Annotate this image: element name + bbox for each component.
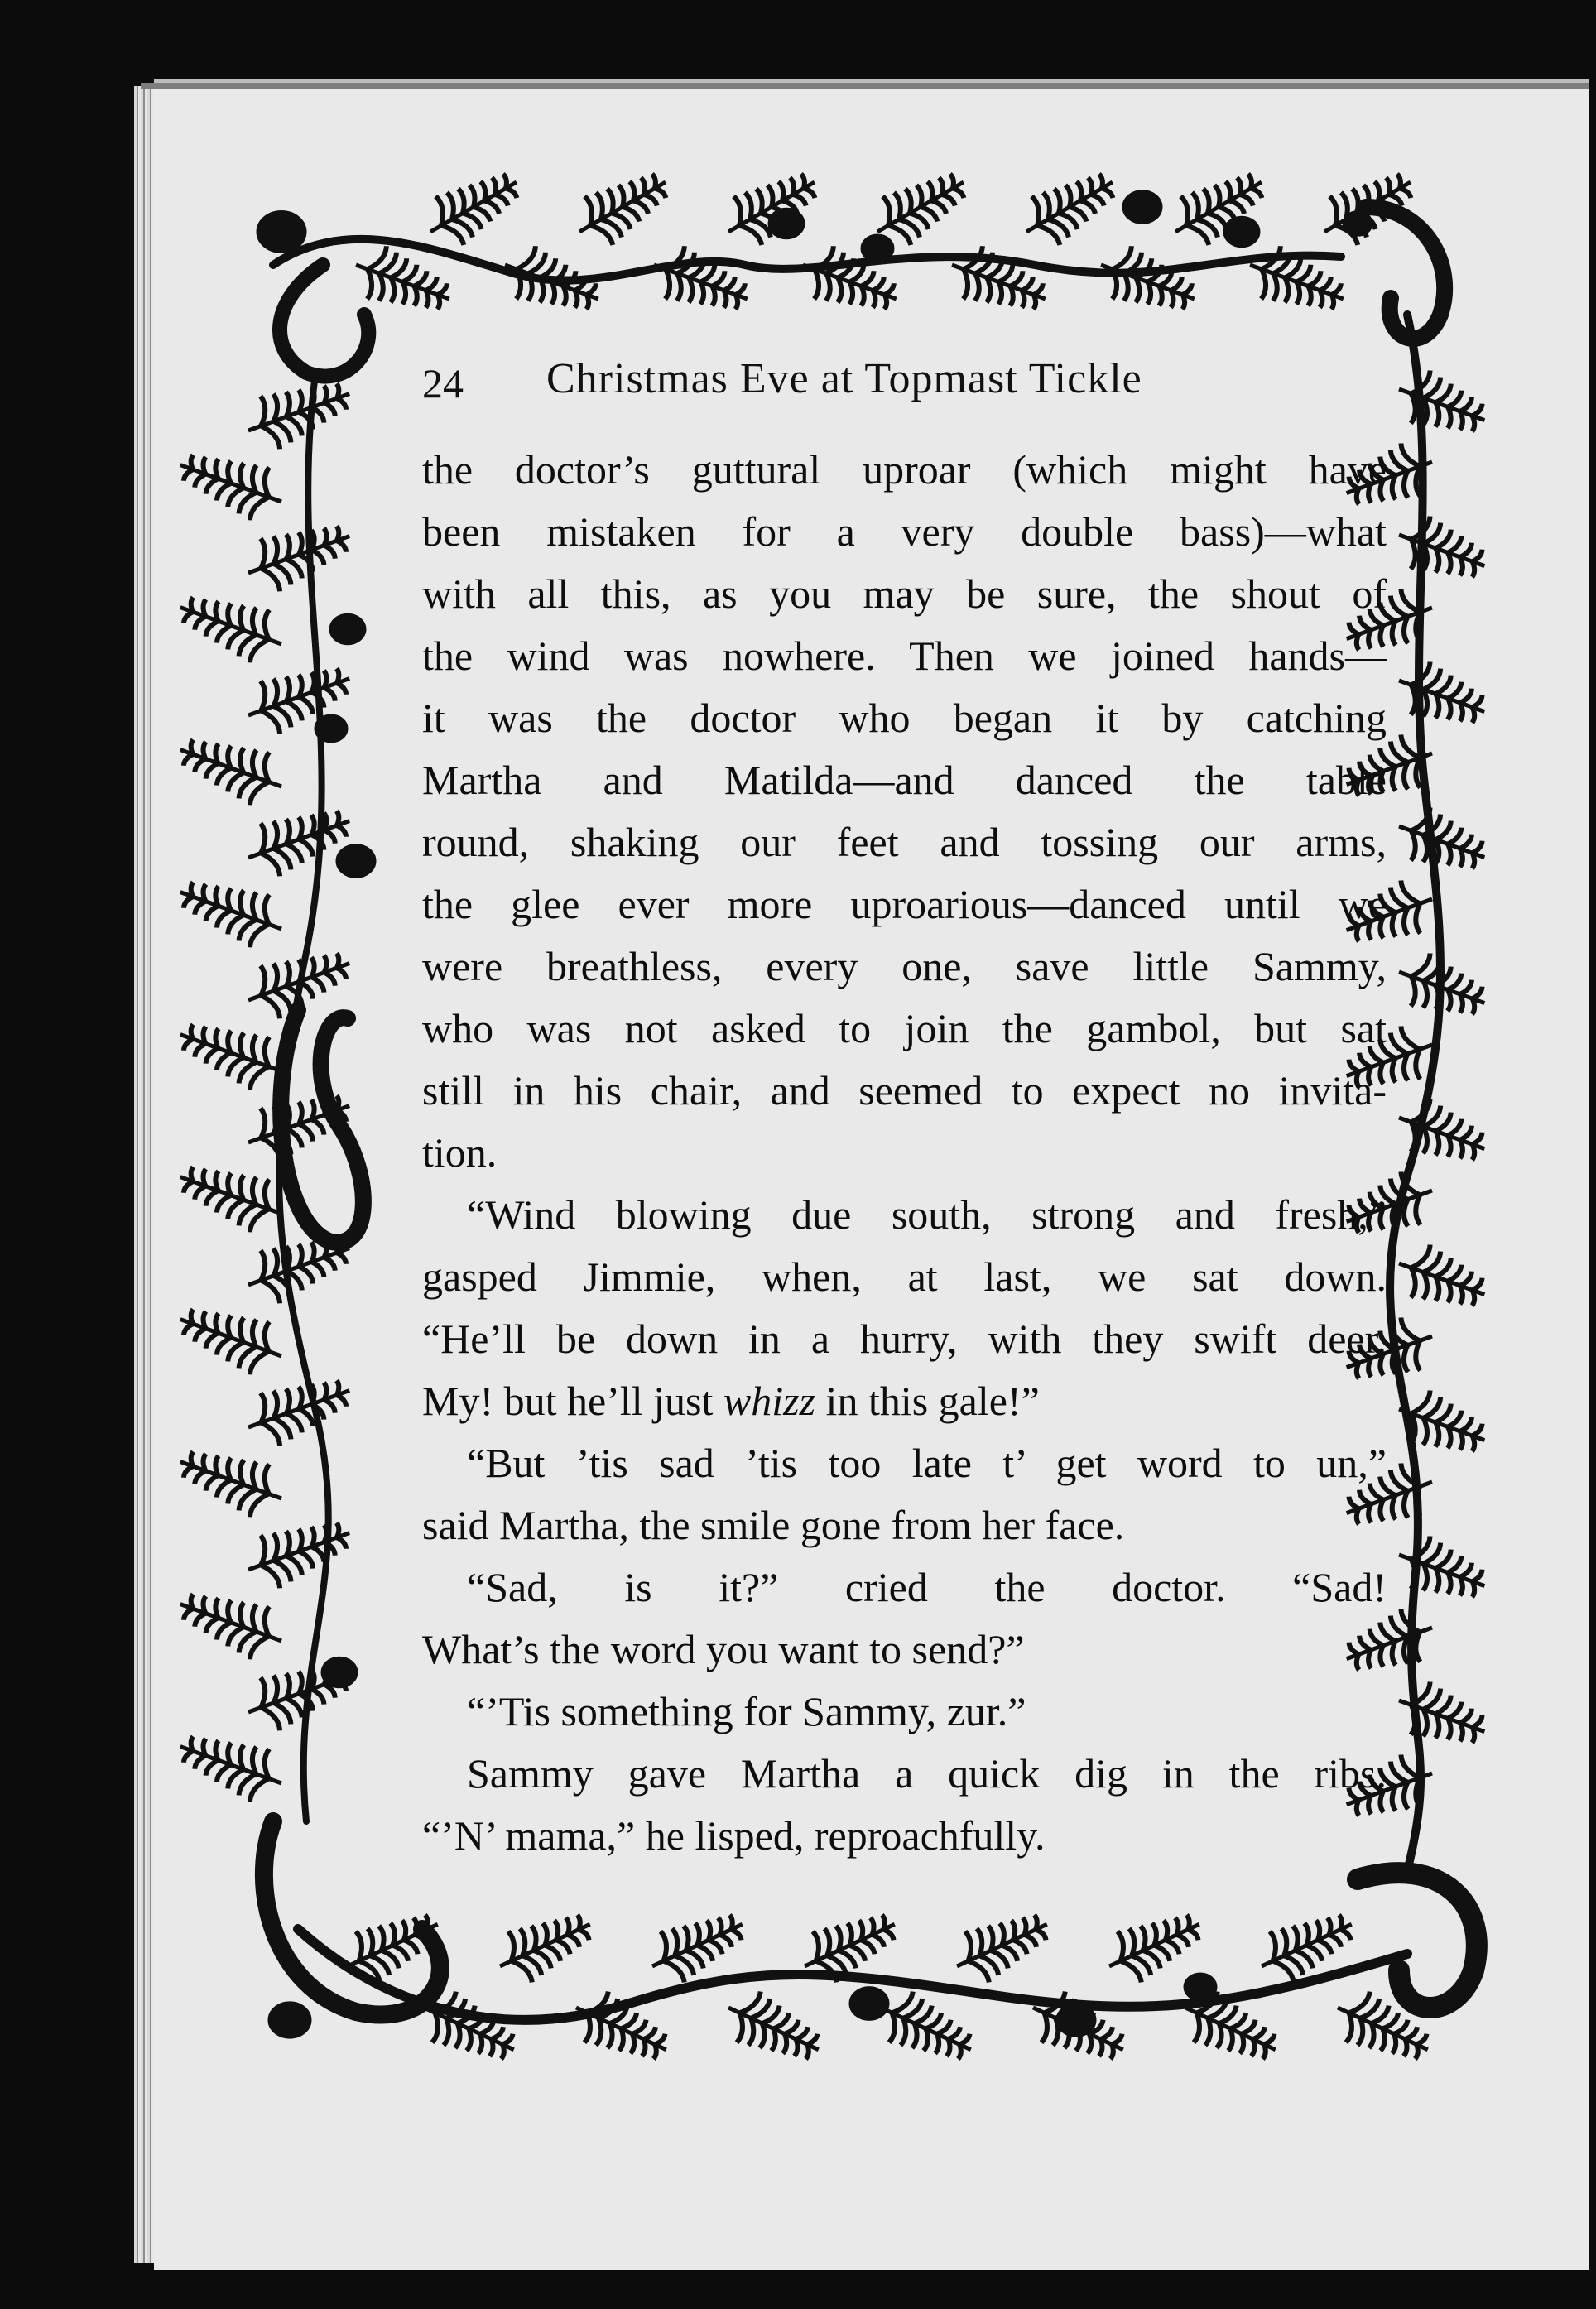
text-line bbox=[422, 1432, 1387, 1494]
text-line bbox=[422, 1805, 1387, 1867]
text-line-content: “Sad, is it?” cried the doctor. “Sad! bbox=[467, 1564, 1387, 1610]
text-line bbox=[422, 1184, 1387, 1246]
text-line-content: been mistaken for a very double bass)—what bbox=[422, 508, 1387, 555]
text-line bbox=[422, 1494, 1387, 1556]
fern-sprig bbox=[1091, 238, 1204, 325]
text-line bbox=[422, 998, 1387, 1060]
fern-sprig bbox=[644, 238, 757, 325]
fern-sprig bbox=[238, 510, 358, 599]
text-line-content: the doctor’s guttural uproar (which might have bbox=[422, 446, 1387, 493]
fern-sprig bbox=[488, 1898, 602, 1991]
text-line-content: it was the doctor who began it by catching bbox=[422, 695, 1387, 741]
body-text bbox=[422, 439, 1387, 1867]
text-line-content: said Martha, the smile gone from her face. bbox=[422, 1502, 1125, 1548]
fern-sprig bbox=[171, 1578, 291, 1667]
text-line bbox=[422, 811, 1387, 873]
text-line-content: “Wind blowing due south, strong and fresh,” bbox=[467, 1191, 1387, 1238]
text-line bbox=[422, 1308, 1387, 1370]
fern-sprig bbox=[942, 238, 1055, 325]
text-line-content: What’s the word you want to send?” bbox=[422, 1626, 1025, 1672]
text-line bbox=[422, 625, 1387, 687]
text-line-content: Sammy gave Martha a quick dig in the ribs. bbox=[467, 1750, 1387, 1797]
text-line-content: My! but he’ll just bbox=[422, 1378, 723, 1424]
text-line-content: the wind was nowhere. Then we joined hands— bbox=[422, 633, 1387, 679]
fern-sprig bbox=[171, 1293, 291, 1383]
text-line-content: gasped Jimmie, when, at last, we sat down. bbox=[422, 1253, 1387, 1300]
emphasized-word: whizz bbox=[723, 1378, 816, 1424]
fern-sprig bbox=[1310, 158, 1425, 257]
text-line bbox=[422, 501, 1387, 563]
text-line bbox=[422, 936, 1387, 998]
fern-sprig bbox=[1389, 1674, 1494, 1758]
text-line bbox=[422, 1122, 1387, 1184]
fern-sprig bbox=[1240, 238, 1353, 325]
fern-sprig bbox=[714, 158, 829, 257]
text-line-content: still in his chair, and seemed to expect no invita- bbox=[422, 1067, 1387, 1114]
text-line bbox=[422, 1370, 1387, 1432]
fern-sprig bbox=[717, 1982, 830, 2075]
text-line-content: “He’ll be down in a hurry, with they swift deer. bbox=[422, 1316, 1387, 1362]
text-line-content: were breathless, every one, save little Sammy, bbox=[422, 943, 1387, 989]
text-line bbox=[422, 749, 1387, 811]
fern-sprig bbox=[1389, 654, 1494, 738]
fern-sprig bbox=[1012, 158, 1127, 257]
text-line bbox=[422, 1619, 1387, 1681]
text-line bbox=[422, 1246, 1387, 1308]
fern-sprig bbox=[1389, 1091, 1494, 1176]
fern-sprig bbox=[171, 581, 291, 671]
text-line-content: the glee ever more uproarious—danced until we bbox=[422, 881, 1387, 927]
text-line bbox=[422, 1556, 1387, 1619]
fern-sprig bbox=[1161, 158, 1276, 257]
text-line-content: “’Tis something for Sammy, zur.” bbox=[467, 1688, 1026, 1734]
fern-sprig bbox=[171, 866, 291, 955]
text-line bbox=[422, 687, 1387, 749]
fern-sprig bbox=[171, 1151, 291, 1240]
fern-sprig bbox=[238, 1507, 358, 1596]
text-line bbox=[422, 439, 1387, 501]
text-line-content: tion. bbox=[422, 1129, 498, 1176]
text-line-content: “But ’tis sad ’tis too late t’ get word to un,” bbox=[467, 1440, 1387, 1486]
text-line bbox=[422, 1060, 1387, 1122]
fern-sprig bbox=[1389, 800, 1494, 884]
fern-sprig bbox=[1389, 1528, 1494, 1613]
fern-sprig bbox=[945, 1898, 1059, 1991]
text-line-content: round, shaking our feet and tossing our arms, bbox=[422, 819, 1387, 865]
text-line-content: who was not asked to join the gambol, but sat bbox=[422, 1005, 1387, 1051]
text-line bbox=[422, 1743, 1387, 1805]
page-header bbox=[422, 348, 1275, 422]
text-line-content: in this gale!” bbox=[815, 1378, 1040, 1424]
text-line bbox=[422, 563, 1387, 625]
text-line-content: “’N’ mama,” he lisped, reproachfully. bbox=[422, 1812, 1046, 1859]
fern-sprig bbox=[171, 439, 291, 528]
fern-sprig bbox=[171, 1720, 291, 1810]
text-line-content: with all this, as you may be sure, the shout of bbox=[422, 570, 1387, 617]
fern-sprig bbox=[171, 724, 291, 813]
fern-sprig bbox=[171, 1436, 291, 1525]
fern-sprig bbox=[565, 158, 680, 257]
text-line-content: Martha and Matilda—and danced the table bbox=[422, 757, 1387, 803]
fern-sprig bbox=[1389, 1237, 1494, 1321]
running-title: Christmas Eve at Topmast Tickle bbox=[546, 355, 1142, 402]
fern-sprig bbox=[171, 1008, 291, 1098]
text-line bbox=[422, 1681, 1387, 1743]
text-line bbox=[422, 873, 1387, 936]
fern-sprig bbox=[416, 158, 531, 257]
fern-sprig bbox=[1389, 508, 1494, 593]
page-number: 24 bbox=[422, 360, 464, 406]
fern-sprig bbox=[1389, 363, 1494, 447]
fern-sprig bbox=[238, 1364, 358, 1454]
